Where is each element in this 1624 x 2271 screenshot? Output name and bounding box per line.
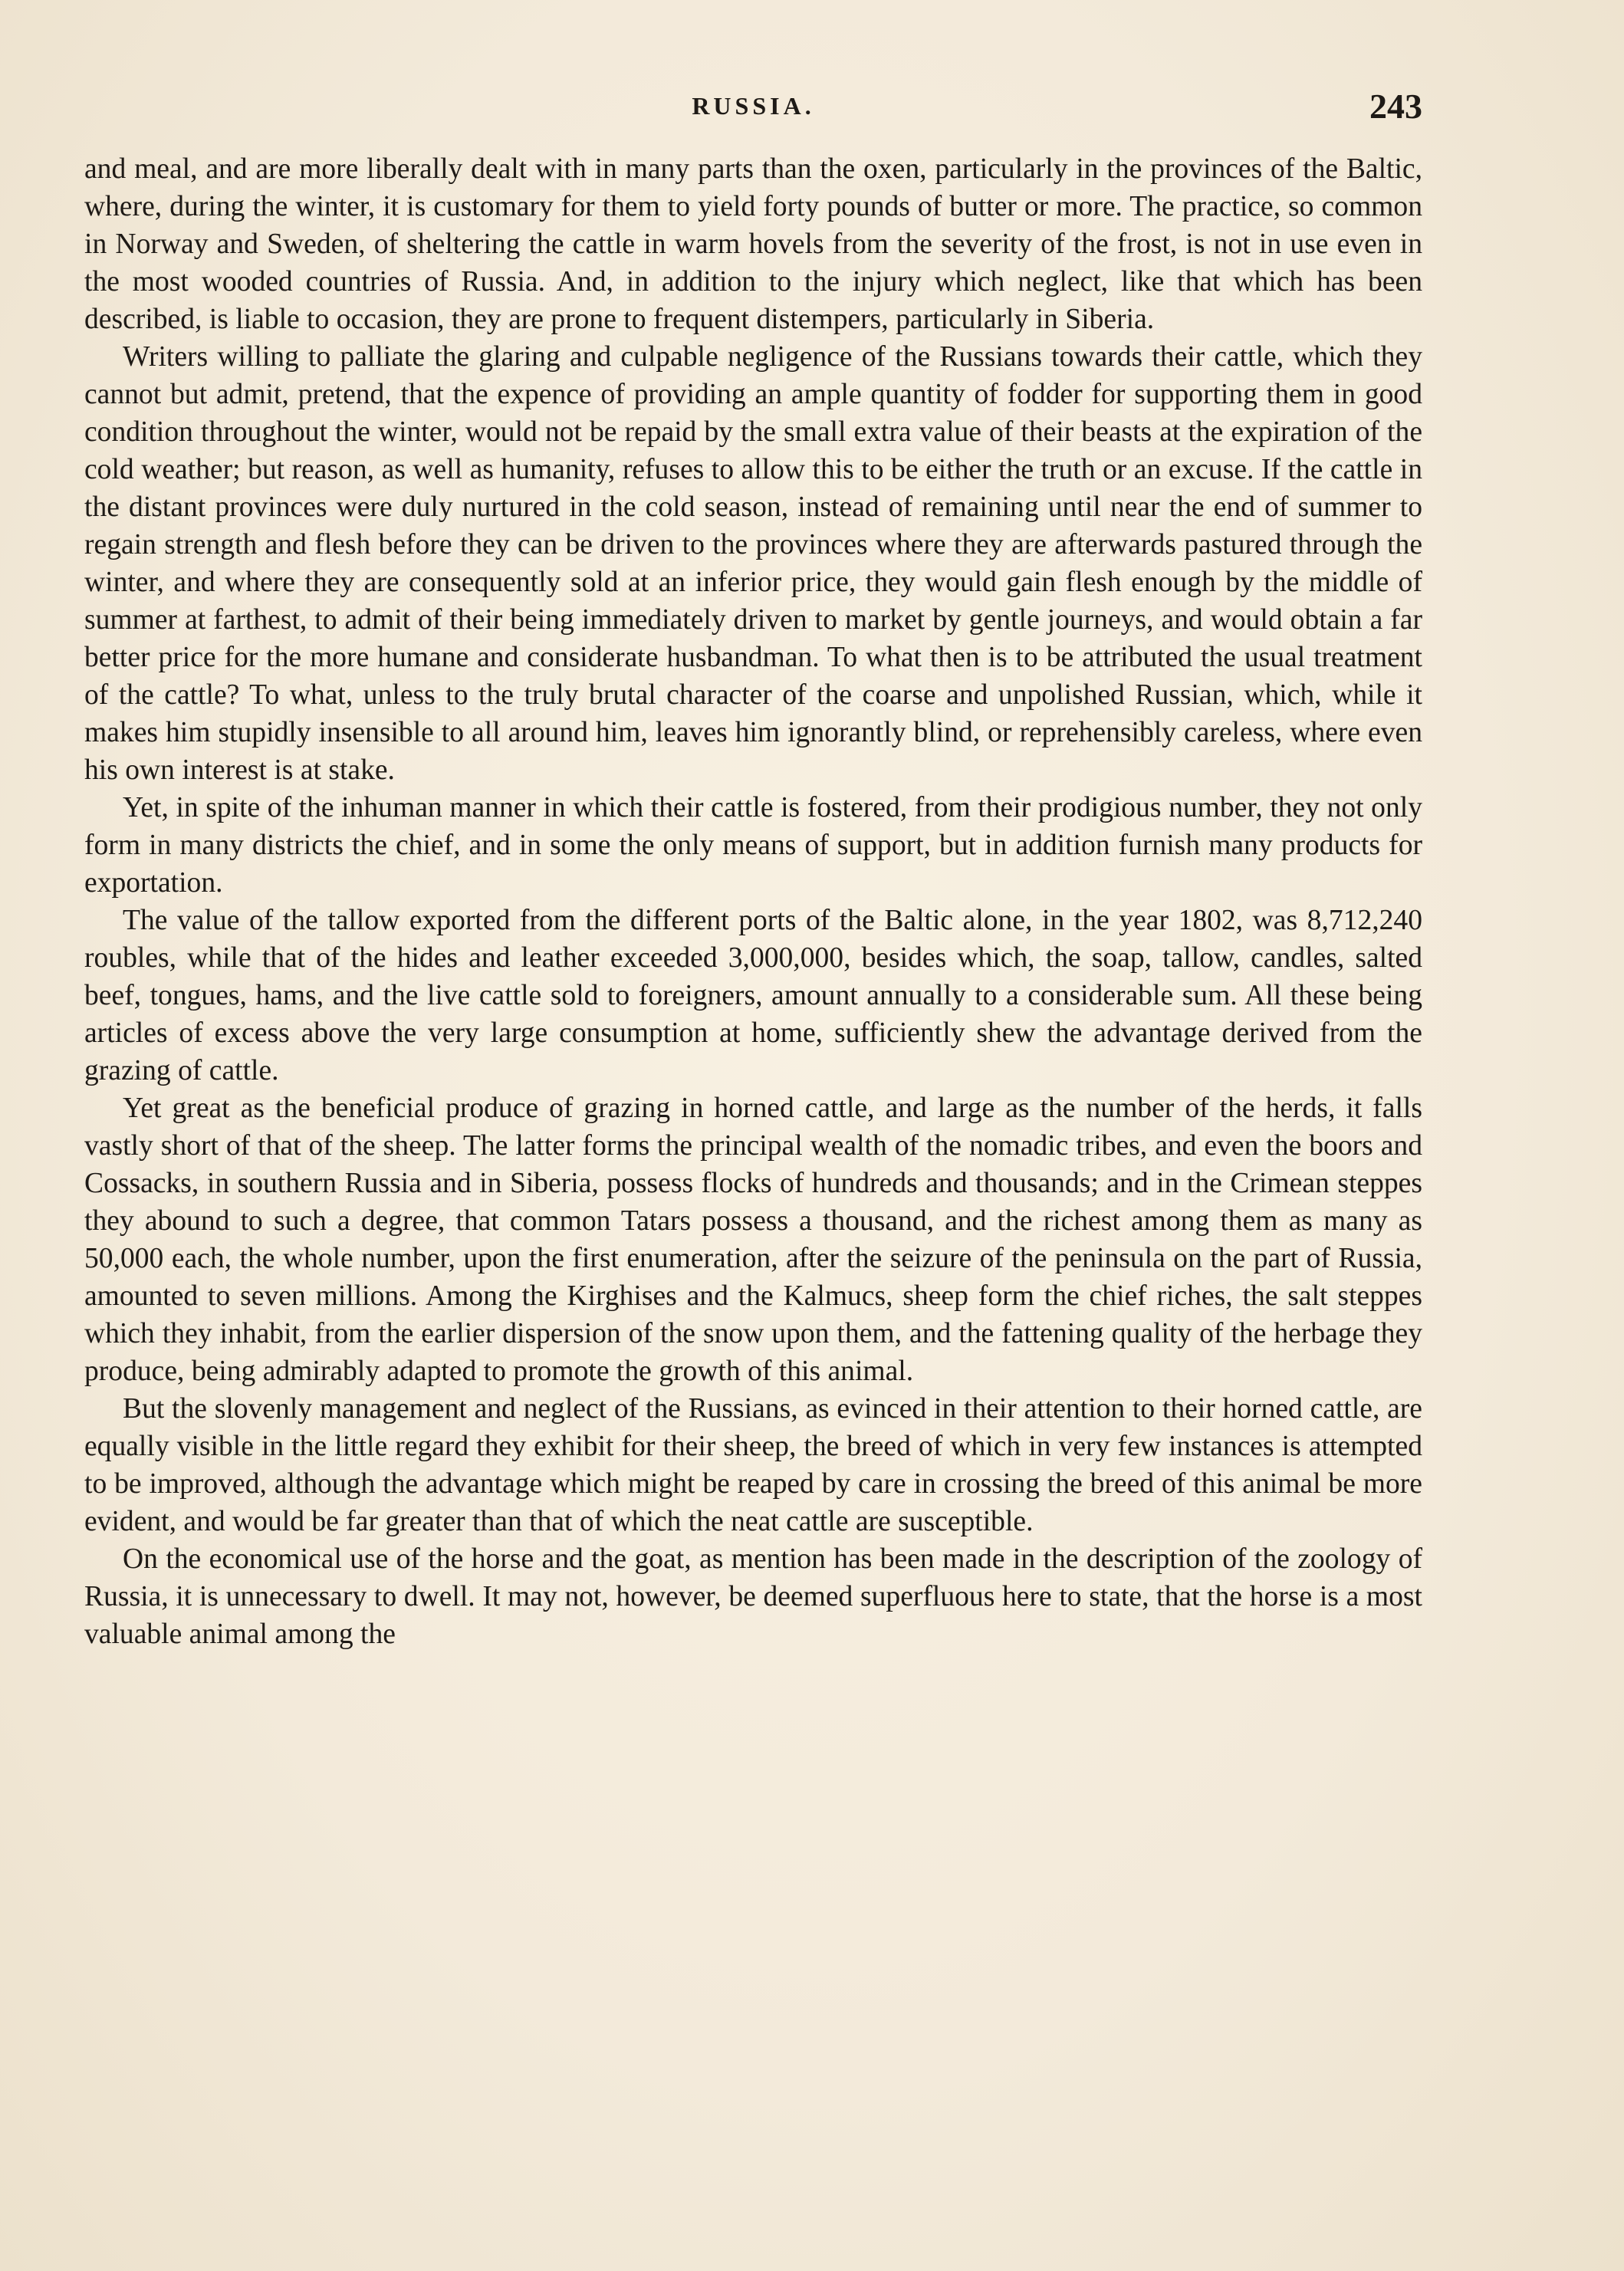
paragraph: and meal, and are more liberally dealt with in many parts than the oxen, particularly in the provinces of the Baltic, where, during the winter, it is customary for them to yield forty pounds of butter or more. The practice, so common in Norway and Sweden, of sheltering the cattle in warm hovels from the severity of the frost, is not in use even in the most wooded countries of Russia. And, in addition to the injury which neglect, like that which has been described, is liable to occasion, they are prone to frequent distempers, particularly in Siberia. — [84, 153, 1422, 335]
paragraph: Yet great as the beneficial produce of grazing in horned cattle, and large as the number of the herds, it falls vastly short of that of the sheep. The latter forms the principal wealth of the nomadic tribes, and even the boors and Cossacks, in southern Russia and in Siberia, possess flocks of hundreds and thousands; and in the Crimean steppes they abound to such a degree, that common Tatars possess a thousand, and the richest among them as many as 50,000 each, the whole number, upon the first enumeration, after the seizure of the peninsula on the part of Russia, amounted to seven millions. Among the Kirghises and the Kalmucs, sheep form the chief riches, the salt steppes which they inhabit, from the earlier dispersion of the snow upon them, and the fattening quality of the herbage they produce, being admirably adapted to promote the growth of this animal. — [84, 1093, 1422, 1387]
paragraph: The value of the tallow exported from the different ports of the Baltic alone, in the year 1802, was 8,712,240 roubles, while that of the hides and leather exceeded 3,000,000, besides which, the soap, tallow, candles, salted beef, tongues, hams, and the live cattle sold to foreigners, amount annually to a considerable sum. All these being articles of excess above the very large consumption at home, sufficiently shew the advantage derived from the grazing of cattle. — [84, 905, 1422, 1086]
page-number: 243 — [1369, 87, 1422, 126]
body-text — [84, 150, 1422, 2113]
paragraph: But the slovenly management and neglect of the Russians, as evinced in their attention to their horned cattle, are equally visible in the little regard they exhibit for their sheep, the breed of which in very few instances is attempted to be improved, although the advantage which might be reaped by care in crossing the breed of this animal be more evident, and would be far greater than that of which the neat cattle are susceptible. — [84, 1393, 1422, 1537]
running-head — [84, 86, 1422, 132]
paragraph: On the economical use of the horse and the goat, as mention has been made in the description of the zoology of Russia, it is unnecessary to dwell. It may not, however, be deemed superfluous here to state, that the horse is a most valuable animal among the — [84, 1543, 1422, 1650]
paragraph: Writers willing to palliate the glaring and culpable negligence of the Russians towards their cattle, which they cannot but admit, pretend, that the expence of providing an ample quantity of fodder for supporting them in good condition throughout the winter, would not be repaid by the small extra value of their beasts at the expiration of the cold weather; but reason, as well as humanity, refuses to allow this to be either the truth or an excuse. If the cattle in the distant provinces were duly nurtured in the cold season, instead of remaining until near the end of summer to regain strength and flesh before they can be driven to the provinces where they are afterwards pastured through the winter, and where they are consequently sold at an inferior price, they would gain flesh enough by the middle of summer at farthest, to admit of their being immediately driven to market by gentle journeys, and would obtain a far better price for the more humane and considerate husbandman. To what then is to be attributed the usual treatment of the cattle? To what, unless to the truly brutal character of the coarse and unpolished Russian, which, while it makes him stupidly insensible to all around him, leaves him ignorantly blind, or reprehensibly careless, where even his own interest is at stake. — [84, 341, 1422, 786]
paragraph: Yet, in spite of the inhuman manner in which their cattle is fostered, from their prodigious number, they not only form in many districts the chief, and in some the only means of support, but in addition furnish many products for exportation. — [84, 792, 1422, 899]
running-title: RUSSIA. — [692, 92, 815, 120]
